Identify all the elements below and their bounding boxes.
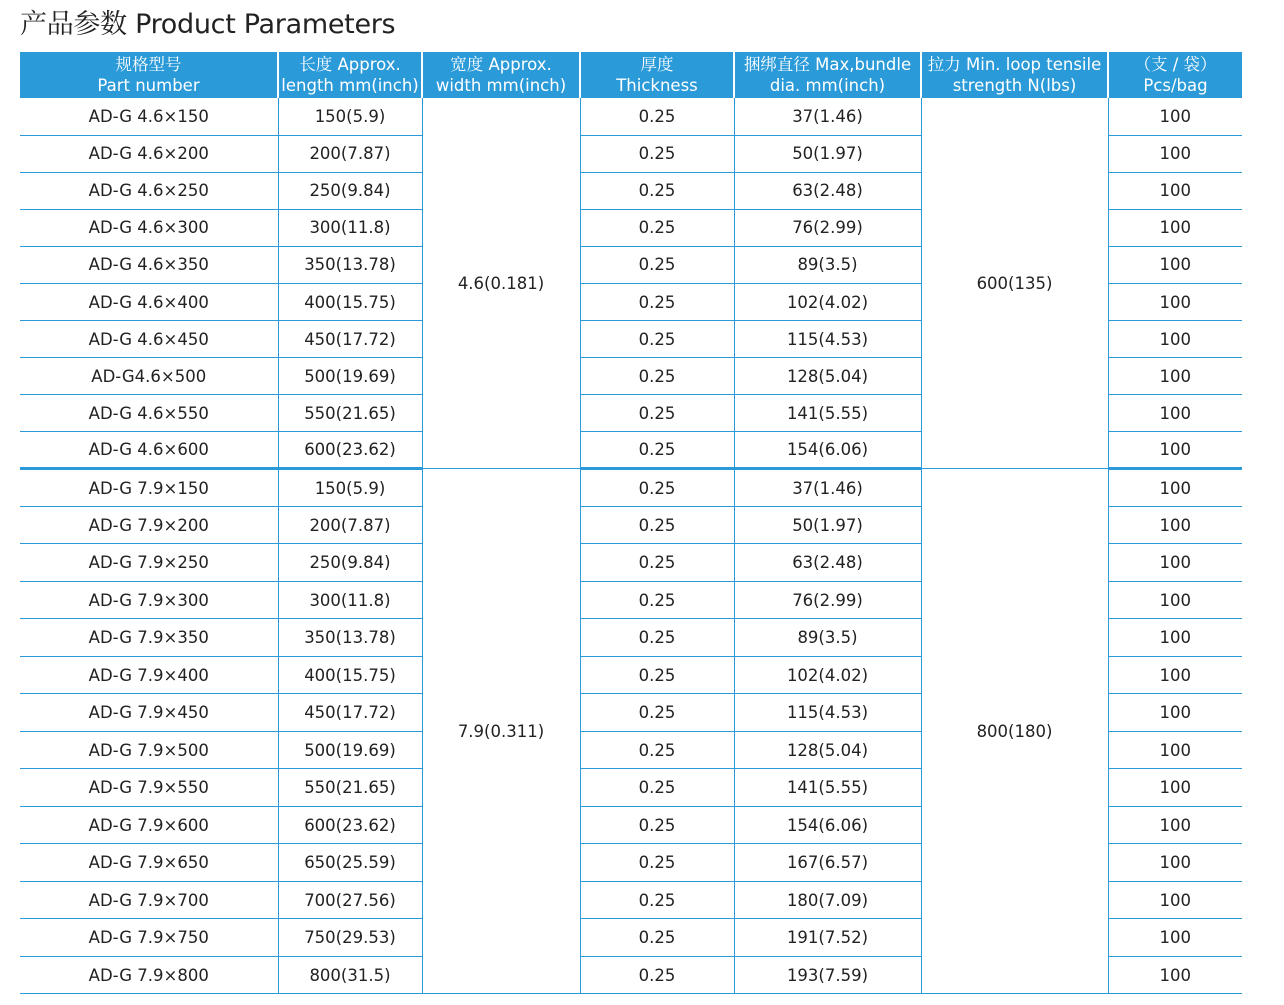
bundle-diameter-cell: 37(1.46) [734, 469, 921, 507]
pcs-per-bag-cell: 100 [1108, 209, 1242, 246]
part-number-cell: AD-G4.6×500 [20, 358, 278, 395]
bundle-diameter-cell: 154(6.06) [734, 432, 921, 469]
length-cell: 500(19.69) [278, 731, 422, 769]
part-number-cell: AD-G 7.9×200 [20, 506, 278, 544]
length-cell: 550(21.65) [278, 395, 422, 432]
bundle-diameter-cell: 141(5.55) [734, 395, 921, 432]
thickness-cell: 0.25 [580, 619, 734, 657]
length-cell: 500(19.69) [278, 358, 422, 395]
bundle-diameter-cell: 167(6.57) [734, 844, 921, 882]
part-number-cell: AD-G 7.9×450 [20, 694, 278, 732]
thickness-cell: 0.25 [580, 209, 734, 246]
pcs-per-bag-cell: 100 [1108, 283, 1242, 320]
part-number-cell: AD-G 7.9×600 [20, 806, 278, 844]
thickness-cell: 0.25 [580, 283, 734, 320]
pcs-per-bag-cell: 100 [1108, 844, 1242, 882]
header-cn: 拉力 Min. loop tensile [927, 55, 1102, 74]
bundle-diameter-cell: 115(4.53) [734, 321, 921, 358]
part-number-cell: AD-G 7.9×550 [20, 769, 278, 807]
part-number-cell: AD-G 4.6×600 [20, 432, 278, 469]
part-number-cell: AD-G 7.9×700 [20, 881, 278, 919]
bundle-diameter-cell: 89(3.5) [734, 619, 921, 657]
length-cell: 250(9.84) [278, 544, 422, 582]
thickness-cell: 0.25 [580, 769, 734, 807]
thickness-cell: 0.25 [580, 581, 734, 619]
bundle-diameter-cell: 141(5.55) [734, 769, 921, 807]
header-cn: 宽度 Approx. [450, 55, 552, 74]
parameters-table [20, 52, 1242, 994]
bundle-diameter-cell: 76(2.99) [734, 209, 921, 246]
pcs-per-bag-cell: 100 [1108, 806, 1242, 844]
table-row [20, 98, 1242, 135]
thickness-cell: 0.25 [580, 172, 734, 209]
length-cell: 800(31.5) [278, 956, 422, 994]
length-cell: 450(17.72) [278, 694, 422, 732]
length-cell: 350(13.78) [278, 619, 422, 657]
part-number-cell: AD-G 7.9×400 [20, 656, 278, 694]
pcs-per-bag-cell: 100 [1108, 919, 1242, 957]
thickness-cell: 0.25 [580, 469, 734, 507]
header-en: dia. mm(inch) [769, 76, 886, 95]
bundle-diameter-cell: 102(4.02) [734, 283, 921, 320]
part-number-cell: AD-G 7.9×350 [20, 619, 278, 657]
length-cell: 400(15.75) [278, 283, 422, 320]
pcs-per-bag-cell: 100 [1108, 98, 1242, 135]
part-number-cell: AD-G 4.6×550 [20, 395, 278, 432]
bundle-diameter-cell: 180(7.09) [734, 881, 921, 919]
table-header [20, 52, 1242, 98]
header-length [278, 52, 422, 98]
pcs-per-bag-cell: 100 [1108, 135, 1242, 172]
length-cell: 550(21.65) [278, 769, 422, 807]
length-cell: 150(5.9) [278, 469, 422, 507]
part-number-cell: AD-G 4.6×250 [20, 172, 278, 209]
part-number-cell: AD-G 7.9×250 [20, 544, 278, 582]
bundle-diameter-cell: 50(1.97) [734, 506, 921, 544]
thickness-cell: 0.25 [580, 246, 734, 283]
tensile-strength-cell: 800(180) [921, 469, 1108, 994]
thickness-cell: 0.25 [580, 395, 734, 432]
group-7-9 [20, 469, 1242, 994]
pcs-per-bag-cell: 100 [1108, 544, 1242, 582]
pcs-per-bag-cell: 100 [1108, 956, 1242, 994]
thickness-cell: 0.25 [580, 358, 734, 395]
part-number-cell: AD-G 7.9×650 [20, 844, 278, 882]
length-cell: 700(27.56) [278, 881, 422, 919]
header-pcs-per-bag [1108, 52, 1242, 98]
part-number-cell: AD-G 7.9×800 [20, 956, 278, 994]
part-number-cell: AD-G 7.9×750 [20, 919, 278, 957]
length-cell: 150(5.9) [278, 98, 422, 135]
thickness-cell: 0.25 [580, 881, 734, 919]
header-cn: 规格型号 [115, 55, 182, 74]
bundle-diameter-cell: 193(7.59) [734, 956, 921, 994]
pcs-per-bag-cell: 100 [1108, 506, 1242, 544]
bundle-diameter-cell: 89(3.5) [734, 246, 921, 283]
pcs-per-bag-cell: 100 [1108, 358, 1242, 395]
part-number-cell: AD-G 7.9×150 [20, 469, 278, 507]
bundle-diameter-cell: 50(1.97) [734, 135, 921, 172]
thickness-cell: 0.25 [580, 98, 734, 135]
bundle-diameter-cell: 191(7.52) [734, 919, 921, 957]
header-width [422, 52, 580, 98]
tensile-strength-cell: 600(135) [921, 98, 1108, 469]
thickness-cell: 0.25 [580, 432, 734, 469]
bundle-diameter-cell: 115(4.53) [734, 694, 921, 732]
bundle-diameter-cell: 128(5.04) [734, 731, 921, 769]
thickness-cell: 0.25 [580, 844, 734, 882]
header-cn: （支 / 袋） [1134, 55, 1217, 74]
header-en: width mm(inch) [435, 76, 567, 95]
pcs-per-bag-cell: 100 [1108, 246, 1242, 283]
header-en: length mm(inch) [281, 76, 419, 95]
table-row [20, 469, 1242, 507]
length-cell: 650(25.59) [278, 844, 422, 882]
thickness-cell: 0.25 [580, 694, 734, 732]
header-thickness [580, 52, 734, 98]
bundle-diameter-cell: 154(6.06) [734, 806, 921, 844]
header-part-number [20, 52, 278, 98]
length-cell: 450(17.72) [278, 321, 422, 358]
length-cell: 400(15.75) [278, 656, 422, 694]
header-tensile-strength [921, 52, 1108, 98]
header-bundle-diameter [734, 52, 921, 98]
length-cell: 600(23.62) [278, 806, 422, 844]
part-number-cell: AD-G 4.6×350 [20, 246, 278, 283]
pcs-per-bag-cell: 100 [1108, 619, 1242, 657]
pcs-per-bag-cell: 100 [1108, 172, 1242, 209]
header-cn: 长度 Approx. [299, 55, 401, 74]
part-number-cell: AD-G 4.6×450 [20, 321, 278, 358]
bundle-diameter-cell: 102(4.02) [734, 656, 921, 694]
part-number-cell: AD-G 7.9×500 [20, 731, 278, 769]
pcs-per-bag-cell: 100 [1108, 656, 1242, 694]
part-number-cell: AD-G 7.9×300 [20, 581, 278, 619]
thickness-cell: 0.25 [580, 656, 734, 694]
length-cell: 350(13.78) [278, 246, 422, 283]
width-cell: 7.9(0.311) [422, 469, 580, 994]
page-title: 产品参数 Product Parameters [20, 9, 396, 40]
header-en: strength N(lbs) [952, 76, 1077, 95]
thickness-cell: 0.25 [580, 806, 734, 844]
length-cell: 250(9.84) [278, 172, 422, 209]
length-cell: 750(29.53) [278, 919, 422, 957]
bundle-diameter-cell: 63(2.48) [734, 172, 921, 209]
header-en: Part number [97, 76, 200, 95]
header-row [20, 52, 1242, 98]
part-number-cell: AD-G 4.6×200 [20, 135, 278, 172]
pcs-per-bag-cell: 100 [1108, 432, 1242, 469]
thickness-cell: 0.25 [580, 135, 734, 172]
pcs-per-bag-cell: 100 [1108, 469, 1242, 507]
header-cn: 厚度 [640, 55, 674, 74]
bundle-diameter-cell: 76(2.99) [734, 581, 921, 619]
header-cn: 捆绑直径 Max,bundle [743, 55, 912, 74]
thickness-cell: 0.25 [580, 919, 734, 957]
thickness-cell: 0.25 [580, 956, 734, 994]
length-cell: 200(7.87) [278, 506, 422, 544]
length-cell: 300(11.8) [278, 581, 422, 619]
thickness-cell: 0.25 [580, 506, 734, 544]
pcs-per-bag-cell: 100 [1108, 395, 1242, 432]
width-cell: 4.6(0.181) [422, 98, 580, 469]
thickness-cell: 0.25 [580, 321, 734, 358]
part-number-cell: AD-G 4.6×300 [20, 209, 278, 246]
pcs-per-bag-cell: 100 [1108, 581, 1242, 619]
group-4-6 [20, 98, 1242, 469]
pcs-per-bag-cell: 100 [1108, 769, 1242, 807]
header-en: Thickness [616, 76, 698, 95]
pcs-per-bag-cell: 100 [1108, 694, 1242, 732]
length-cell: 300(11.8) [278, 209, 422, 246]
part-number-cell: AD-G 4.6×150 [20, 98, 278, 135]
bundle-diameter-cell: 37(1.46) [734, 98, 921, 135]
header-en: Pcs/bag [1143, 76, 1208, 95]
pcs-per-bag-cell: 100 [1108, 731, 1242, 769]
length-cell: 200(7.87) [278, 135, 422, 172]
thickness-cell: 0.25 [580, 731, 734, 769]
thickness-cell: 0.25 [580, 544, 734, 582]
pcs-per-bag-cell: 100 [1108, 321, 1242, 358]
part-number-cell: AD-G 4.6×400 [20, 283, 278, 320]
bundle-diameter-cell: 63(2.48) [734, 544, 921, 582]
bundle-diameter-cell: 128(5.04) [734, 358, 921, 395]
length-cell: 600(23.62) [278, 432, 422, 469]
pcs-per-bag-cell: 100 [1108, 881, 1242, 919]
